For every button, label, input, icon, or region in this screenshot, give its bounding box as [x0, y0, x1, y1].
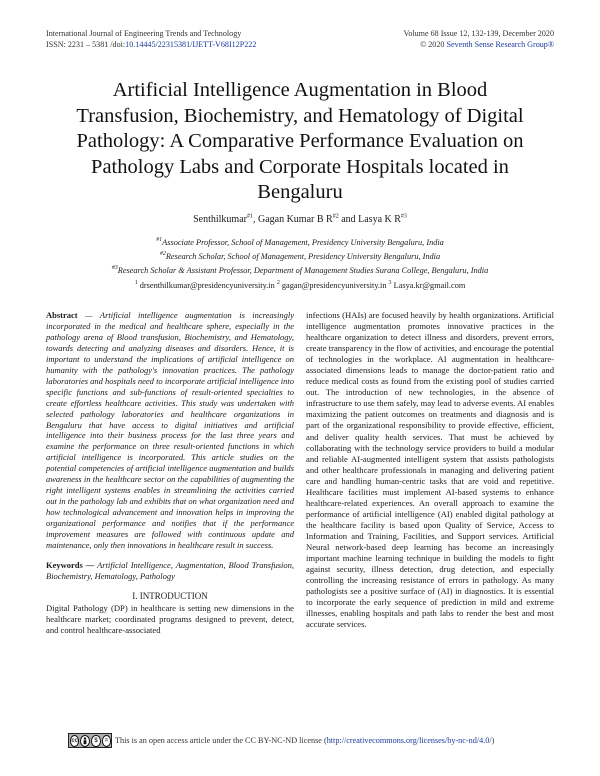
volume-info: Volume 68 Issue 12, 132-139, December 2020 [403, 29, 554, 38]
running-header-left [46, 28, 256, 50]
license-link[interactable]: http://creativecommons.org/licenses/by-nc-nd/4.0/ [326, 736, 492, 745]
journal-name: International Journal of Engineering Trends and Technology [46, 29, 242, 38]
affiliation-3 [0, 266, 600, 275]
license-close: ) [491, 736, 495, 745]
abstract-label: Abstract [46, 310, 78, 320]
affiliation-1-mark: #1 [156, 237, 163, 244]
author-line [0, 214, 600, 225]
cc-icon [70, 735, 79, 747]
copyright-line [404, 39, 554, 50]
issn-doi-line [46, 39, 256, 50]
email-3: Lasya.kr@gmail.com [391, 281, 466, 290]
keywords-label: Keywords — [46, 559, 95, 570]
person-icon [81, 737, 89, 745]
issn-label: ISSN: 2231 – 5381 /doi: [46, 40, 126, 49]
affiliation-3-text: Research Scholar & Assistant Professor, Department of Management Studies Surana College, Bengaluru, India [117, 266, 489, 275]
by-person-icon [80, 735, 90, 747]
abstract [46, 310, 294, 551]
right-column [306, 310, 554, 630]
abstract-text: — Artificial intelligence augmentation is increasingly incorporated in the medical and healthcare sphere, especially in the pathology arena of Blood transfusion, Biochemistry, and Hematology, towards detecting and analyzing diseases and disorders. Hence, it is important to understand the implications of artificial intelligence on humanity with the pathology's innovation practices. The pathology laboratories and hospitals need to incorporate artificial intelligence into specific functions and sub-functions of result-oriented specialties to create effortless healthcare activities. This study was undertaken with selected pathology laboratories and healthcare organizations in Bengaluru that have access to digital initiatives and artificial intelligence into their business process for the last three years and examine the performance on three result-oriented functions in which artificial intelligence is incorporated. This article studies on the potential competencies of artificial intelligence augmentation and builds awareness in the healthcare sector on the capabilities of augmenting the right intelligent systems enables in streamlining the activities carried out in the pathology lab and exhibits that on what organization need and how technological advancement and innovation helps in improving the organizational performance and notifies that if the performance improvement measures are followed with continuous update and maintenance, only then innovations in healthcare result in success. [46, 310, 294, 551]
affiliation-2-text: Research Scholar, School of Management, Presidency University Bengaluru, India [165, 252, 441, 261]
doi-link[interactable]: 10.14445/22315381/IJETT-V68I12P222 [125, 40, 257, 49]
paper-title: Artificial Intelligence Augmentation in Blood Transfusion, Biochemistry, and Hematology of Digital Pathology: A Comparative Performance Evaluation on Pathology Labs and Corporate Hospitals located in Bengaluru [76, 79, 524, 203]
cc-icon-label: cc [71, 737, 78, 744]
author-2-mark: #2 [332, 213, 339, 220]
section-heading-introduction: I. INTRODUCTION [132, 590, 208, 601]
left-column [46, 310, 294, 636]
affiliation-1 [0, 238, 600, 247]
right-column-text: infections (HAIs) are focused heavily by health organizations. Artificial intelligence augmentation promotes innovative practices in the healthcare organization to detect illness and disorders, prevent errors, create transparency in the flow of activities, and encourage the potential of technologies in the workplace. AI augmentation in healthcare-associated dimensions leads to manage the doctor-patient ratio and reduce medical costs as found from the existing pool of studies carried out. The introduction of new technologies, in the absence of infrastructure to use them safely, may lead to adverse events. AI enables maximizing the patient outcomes on treatments and diagnosis and is part of the organizational responsibility to provide effective, efficient, and deliver quality health services. That must be achieved by collaborating with the technology service providers to build a modular and reliable AI-augmented intelligent system that assists pathologists and other healthcare professionals in managing and delivering patient care and handling human-centric tasks that are void and repetitive. Healthcare facilities must implement AI-based systems to enhance healthcare-related experiences. An overall approach to examine the performance of artificial intelligence (AI) enabled digital pathology at the healthcare facility is based upon Quality of Service, Access to Information and Training, Facilities, and Support services. Artificial Neural network-based deep learning has become an increasingly important machine learning technique in building the models to fight against security, illness detection, drug detection, and especially controlling the increasing resistance of errors in pathology. As many pathologists see a positive surface of (AI) in diagnostics. It is essential to incorporate the early sequence of prediction in mild and extreme illnesses, enabling hospitals and path labs to render the best and most accurate services. [306, 310, 554, 630]
running-header-right [404, 28, 554, 50]
author-3-mark: #3 [400, 213, 407, 220]
author-2: , Gagan Kumar B R [252, 214, 333, 225]
affiliation-2 [0, 252, 600, 261]
nd-equals-icon: = [102, 735, 111, 747]
email-3-mark: 3 [388, 280, 392, 287]
author-3: and Lasya K R [338, 214, 401, 225]
keywords-text: Artificial Intelligence, Augmentation, Blood Transfusion, Biochemistry, Hematology, Pathology [46, 559, 294, 581]
nc-dollar-icon: $ [91, 735, 100, 747]
affiliation-3-mark: #3 [111, 265, 118, 272]
keywords [46, 560, 294, 582]
email-2-mark: 2 [276, 280, 280, 287]
email-line [0, 281, 600, 290]
copyright-text: © 2020 [420, 40, 445, 49]
email-2: gagan@presidencyuniversity.in [279, 281, 389, 290]
cc-license-badge [68, 733, 112, 748]
license-footer [68, 733, 494, 748]
author-1-mark: #1 [246, 213, 253, 220]
license-text: This is an open access article under the CC BY-NC-ND license ( [115, 736, 327, 745]
introduction-text: Digital Pathology (DP) in healthcare is setting new dimensions in the healthcare market; coordinated programs designed to prevent, detect, and control healthcare-associated [46, 602, 294, 635]
email-1: drsenthilkumar@presidencyuniversity.in [137, 281, 277, 290]
affiliation-2-mark: #2 [159, 251, 166, 258]
email-1-mark: 1 [134, 280, 138, 287]
publisher-link[interactable]: Seventh Sense Research Group® [446, 40, 554, 49]
affiliation-1-text: Associate Professor, School of Management, Presidency University Bengaluru, India [162, 238, 444, 247]
author-1: Senthilkumar [193, 214, 247, 225]
